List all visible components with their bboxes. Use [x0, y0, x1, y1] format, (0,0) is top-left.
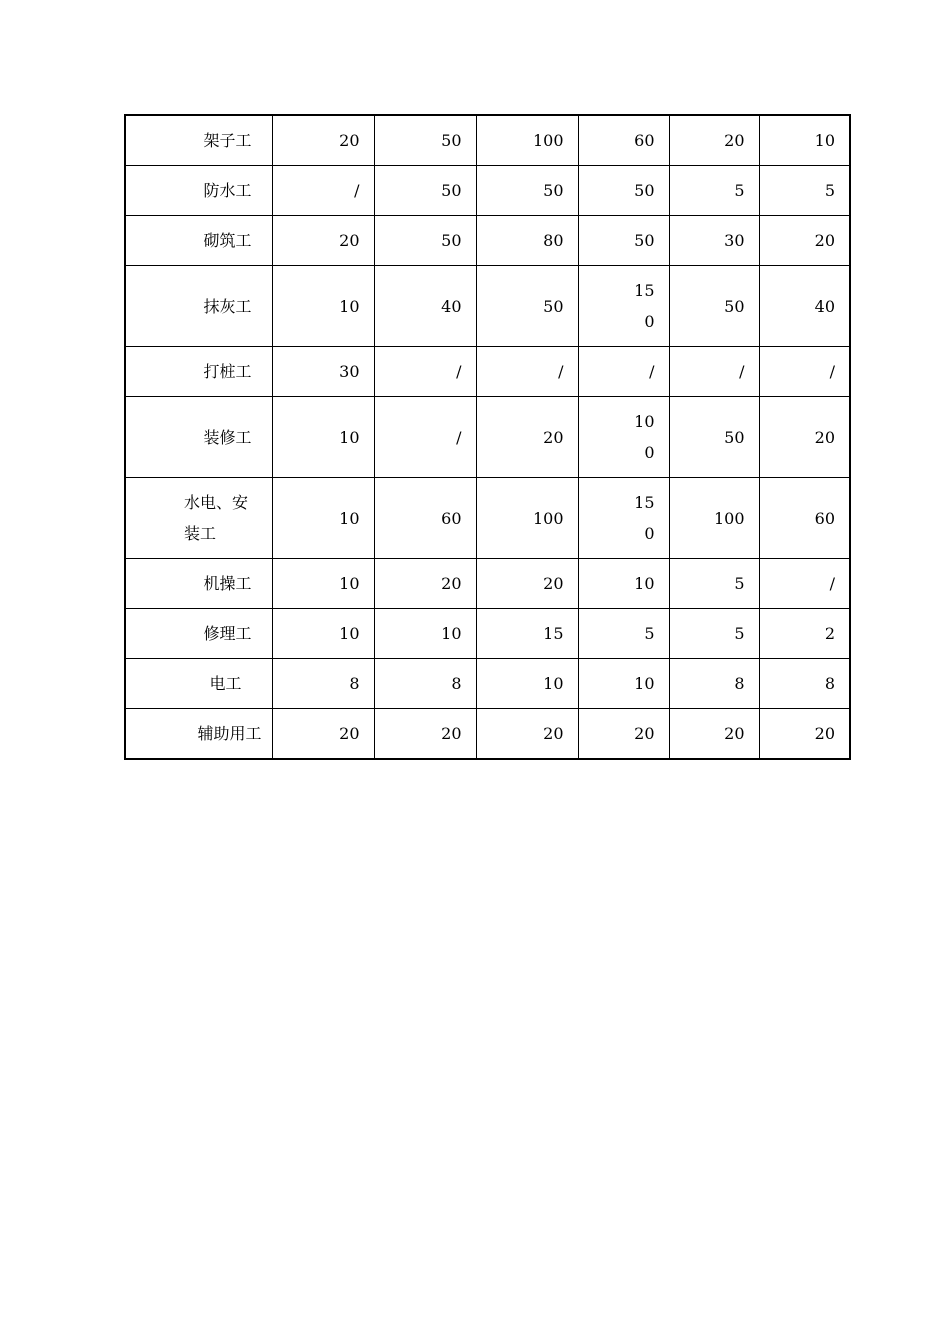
value-cell: 50: [476, 166, 578, 216]
value-cell: 20: [476, 559, 578, 609]
table-row: [125, 559, 850, 609]
value-cell: /: [578, 347, 669, 397]
value-cell: 20: [272, 115, 374, 166]
value-cell: 10: [374, 609, 476, 659]
value-cell: 20: [374, 709, 476, 760]
value-cell: 20: [272, 709, 374, 760]
value-cell: 20: [669, 709, 759, 760]
value-cell: 20: [759, 216, 850, 266]
table-row: [125, 115, 850, 166]
table-body: [125, 115, 850, 759]
table-row: [125, 478, 850, 559]
value-cell: 8: [374, 659, 476, 709]
value-cell: 20: [578, 709, 669, 760]
value-cell: 40: [374, 266, 476, 347]
table-row: [125, 609, 850, 659]
table-row: [125, 266, 850, 347]
value-cell: 50: [669, 266, 759, 347]
trade-name-cell: 辅助用工: [125, 709, 272, 760]
value-cell: [578, 478, 669, 559]
trade-name-cell: 架子工: [125, 115, 272, 166]
value-cell: /: [759, 347, 850, 397]
value-cell: 10: [272, 266, 374, 347]
value-cell: /: [669, 347, 759, 397]
value-cell: 60: [759, 478, 850, 559]
value-cell: 50: [578, 166, 669, 216]
wrapped-value: 100: [634, 412, 655, 462]
value-cell: 20: [374, 559, 476, 609]
value-cell: 40: [759, 266, 850, 347]
value-cell: 15: [476, 609, 578, 659]
value-cell: 30: [669, 216, 759, 266]
value-cell: 100: [476, 115, 578, 166]
value-cell: 10: [476, 659, 578, 709]
trade-name-cell: 砌筑工: [125, 216, 272, 266]
table-row: [125, 166, 850, 216]
value-cell: [578, 266, 669, 347]
wrapped-value: 150: [634, 493, 655, 543]
value-cell: 5: [669, 559, 759, 609]
value-cell: 10: [578, 659, 669, 709]
table-row: [125, 347, 850, 397]
value-cell: 5: [759, 166, 850, 216]
value-cell: 8: [759, 659, 850, 709]
value-cell: 8: [669, 659, 759, 709]
value-cell: 50: [374, 216, 476, 266]
value-cell: 50: [476, 266, 578, 347]
value-cell: 20: [476, 397, 578, 478]
value-cell: 8: [272, 659, 374, 709]
value-cell: [578, 397, 669, 478]
table-row: [125, 397, 850, 478]
table-row: [125, 709, 850, 760]
table-row: [125, 659, 850, 709]
value-cell: /: [759, 559, 850, 609]
trade-name-cell: 打桩工: [125, 347, 272, 397]
value-cell: 10: [272, 478, 374, 559]
value-cell: /: [374, 397, 476, 478]
value-cell: /: [272, 166, 374, 216]
value-cell: 10: [272, 559, 374, 609]
value-cell: 20: [759, 397, 850, 478]
trade-name-cell: 机操工: [125, 559, 272, 609]
value-cell: 50: [374, 115, 476, 166]
value-cell: 60: [578, 115, 669, 166]
value-cell: 10: [759, 115, 850, 166]
value-cell: 2: [759, 609, 850, 659]
value-cell: 20: [272, 216, 374, 266]
trade-name-cell: 水电、安装工: [125, 478, 272, 559]
trade-name-cell: 电工: [125, 659, 272, 709]
value-cell: 5: [578, 609, 669, 659]
value-cell: 20: [669, 115, 759, 166]
wrapped-value: 150: [634, 281, 655, 331]
value-cell: /: [476, 347, 578, 397]
value-cell: 50: [578, 216, 669, 266]
value-cell: 30: [272, 347, 374, 397]
value-cell: 10: [272, 609, 374, 659]
value-cell: 10: [272, 397, 374, 478]
value-cell: 20: [759, 709, 850, 760]
labor-allocation-table: [124, 114, 851, 760]
trade-name-cell: 防水工: [125, 166, 272, 216]
value-cell: 20: [476, 709, 578, 760]
value-cell: 5: [669, 166, 759, 216]
value-cell: 5: [669, 609, 759, 659]
trade-name-cell: 抹灰工: [125, 266, 272, 347]
value-cell: 80: [476, 216, 578, 266]
value-cell: 50: [669, 397, 759, 478]
value-cell: 50: [374, 166, 476, 216]
value-cell: 60: [374, 478, 476, 559]
trade-name-cell: 修理工: [125, 609, 272, 659]
table-row: [125, 216, 850, 266]
value-cell: /: [374, 347, 476, 397]
value-cell: 10: [578, 559, 669, 609]
value-cell: 100: [669, 478, 759, 559]
value-cell: 100: [476, 478, 578, 559]
trade-name-cell: 装修工: [125, 397, 272, 478]
